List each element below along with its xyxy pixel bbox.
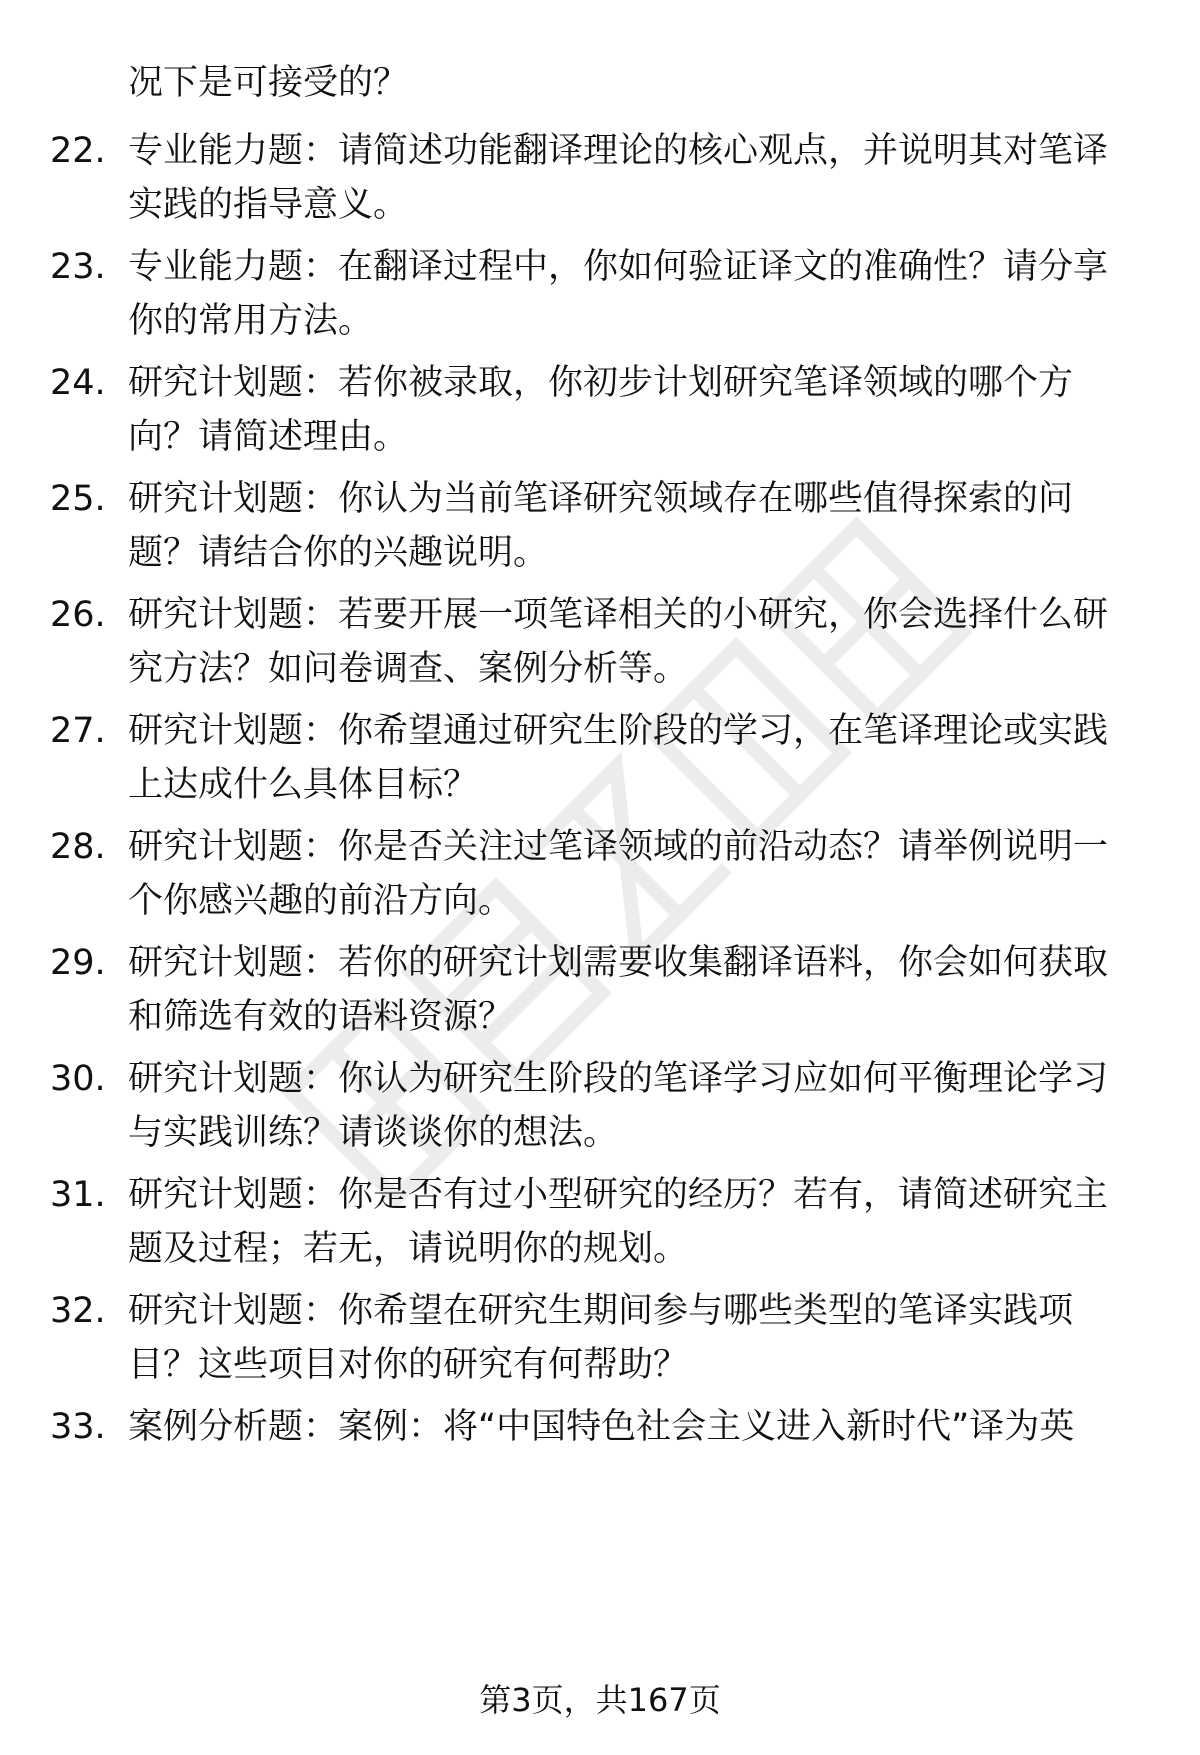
question-number: 30. bbox=[50, 1059, 106, 1099]
question-text bbox=[128, 588, 1148, 696]
question-number: 26. bbox=[50, 595, 106, 635]
question-item bbox=[0, 240, 1200, 350]
question-number: 28. bbox=[50, 827, 106, 867]
question-line: 个你感兴趣的前沿方向。 bbox=[128, 881, 514, 921]
question-item bbox=[0, 820, 1200, 930]
question-text bbox=[128, 1400, 1148, 1508]
question-line: 专业能力题：请简述功能翻译理论的核心观点，并说明其对笔译 bbox=[128, 131, 1109, 171]
question-text bbox=[128, 704, 1148, 812]
question-line: 研究计划题：你认为研究生阶段的笔译学习应如何平衡理论学习 bbox=[128, 1059, 1109, 1099]
question-line: 题及过程；若无，请说明你的规划。 bbox=[128, 1229, 689, 1269]
question-line: 研究计划题：你认为当前笔译研究领域存在哪些值得探索的问 bbox=[128, 479, 1074, 519]
question-text bbox=[128, 1052, 1148, 1160]
question-item bbox=[0, 1284, 1200, 1394]
question-number: 24. bbox=[50, 363, 106, 403]
question-text bbox=[128, 820, 1148, 928]
question-number: 27. bbox=[50, 711, 106, 751]
question-line: 专业能力题：在翻译过程中，你如何验证译文的准确性？请分享 bbox=[128, 247, 1109, 287]
question-item bbox=[0, 472, 1200, 582]
question-number: 33. bbox=[50, 1407, 106, 1447]
question-number: 29. bbox=[50, 943, 106, 983]
question-item bbox=[0, 936, 1200, 1046]
question-item bbox=[0, 124, 1200, 234]
question-item bbox=[0, 356, 1200, 466]
question-line: 研究计划题：若你的研究计划需要收集翻译语料，你会如何获取 bbox=[128, 943, 1109, 983]
question-number: 23. bbox=[50, 247, 106, 287]
question-text bbox=[128, 240, 1148, 348]
question-text bbox=[128, 124, 1148, 232]
question-line: 研究计划题：若你被录取，你初步计划研究笔译领域的哪个方 bbox=[128, 363, 1074, 403]
question-item bbox=[0, 588, 1200, 698]
question-line: 与实践训练？请谈谈你的想法。 bbox=[128, 1113, 619, 1153]
question-line: 研究计划题：若要开展一项笔译相关的小研究，你会选择什么研 bbox=[128, 595, 1109, 635]
question-text bbox=[128, 936, 1148, 1044]
question-item bbox=[0, 1052, 1200, 1162]
question-item bbox=[0, 1168, 1200, 1278]
question-line: 和筛选有效的语料资源？ bbox=[128, 997, 514, 1037]
question-line: 研究计划题：你是否关注过笔译领域的前沿动态？请举例说明一 bbox=[128, 827, 1109, 867]
question-text bbox=[128, 356, 1148, 464]
question-number: 22. bbox=[50, 131, 106, 171]
question-line: 你的常用方法。 bbox=[128, 301, 374, 341]
question-line: 向？请简述理由。 bbox=[128, 417, 409, 457]
question-item bbox=[0, 704, 1200, 814]
question-line: 研究计划题：你希望通过研究生阶段的学习，在笔译理论或实践 bbox=[128, 711, 1109, 751]
question-number: 31. bbox=[50, 1175, 106, 1215]
question-item bbox=[0, 1400, 1200, 1510]
question-line: 上达成什么具体目标？ bbox=[128, 765, 479, 805]
question-line: 目？这些项目对你的研究有何帮助？ bbox=[128, 1345, 689, 1385]
question-text bbox=[128, 1284, 1148, 1392]
page-number-footer: 第3页，共167页 bbox=[479, 1681, 721, 1719]
question-number: 25. bbox=[50, 479, 106, 519]
question-line: 究方法？如问卷调查、案例分析等。 bbox=[128, 649, 689, 689]
question-line: 案例分析题：案例：将“中国特色社会主义进入新时代”译为英 bbox=[128, 1407, 1075, 1447]
question-line: 研究计划题：你希望在研究生期间参与哪些类型的笔译实践项 bbox=[128, 1291, 1074, 1331]
question-line: 研究计划题：你是否有过小型研究的经历？若有，请简述研究主 bbox=[128, 1175, 1109, 1215]
question-line: 实践的指导意义。 bbox=[128, 185, 409, 225]
question-text bbox=[128, 472, 1148, 580]
question-number: 32. bbox=[50, 1291, 106, 1331]
continuation-line: 况下是可接受的？ bbox=[128, 63, 409, 103]
question-line: 题？请结合你的兴趣说明。 bbox=[128, 533, 549, 573]
question-line bbox=[128, 1454, 1148, 1508]
question-text bbox=[128, 1168, 1148, 1276]
